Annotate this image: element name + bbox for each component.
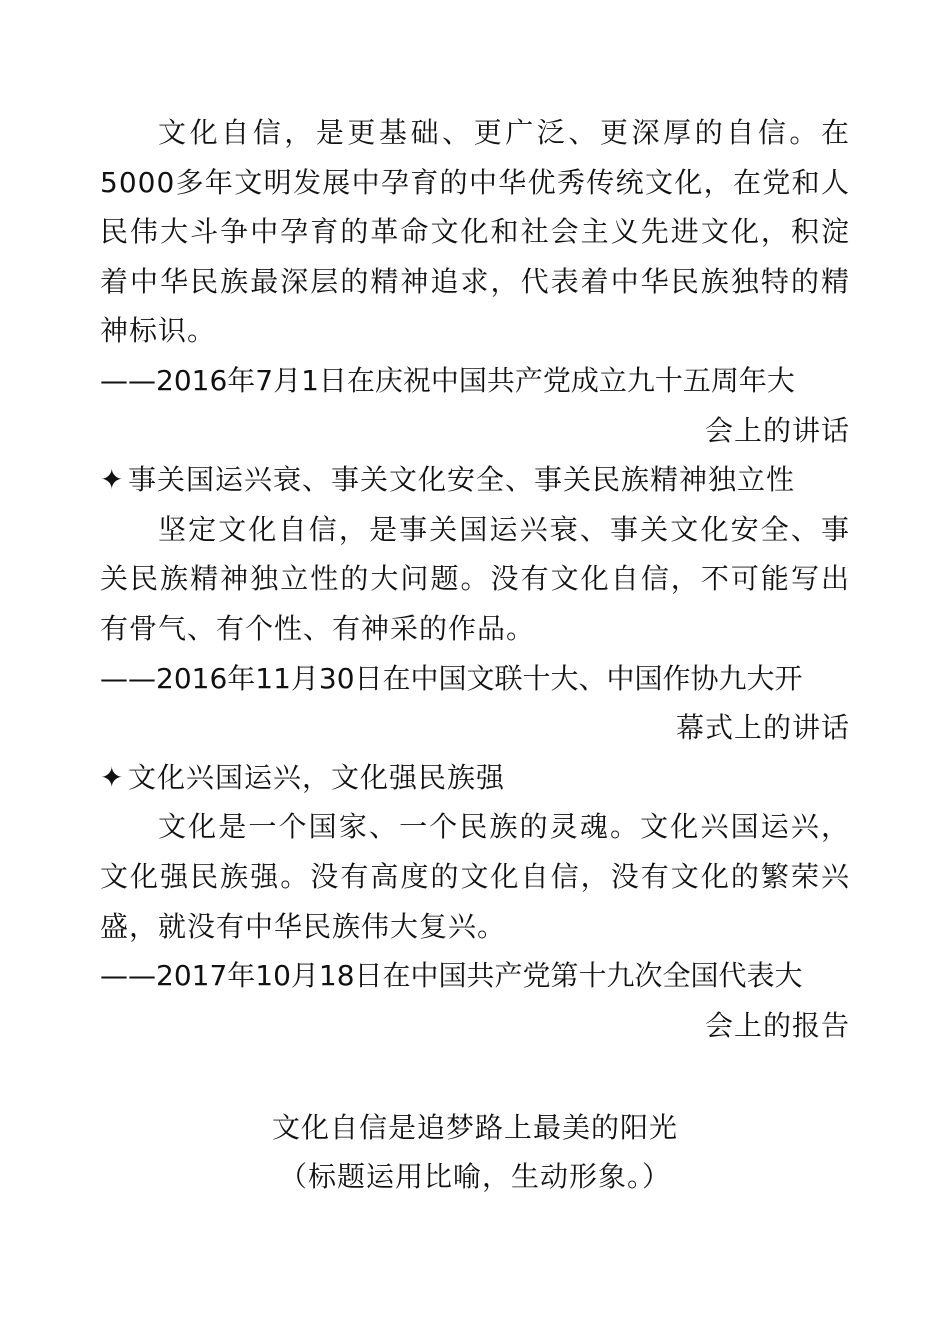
section-heading-text: 文化兴国运兴，文化强民族强 [128, 760, 506, 794]
star-bullet-icon: ✦ [100, 760, 125, 794]
attribution-2016-november: ——2016年11月30日在中国文联十大、中国作协九大开 [100, 661, 803, 695]
attribution-2016-july: ——2016年7月1日在庆祝中国共产党成立九十五周年大 [100, 363, 795, 397]
section-heading-national-fate [100, 455, 850, 505]
section-heading-culture-prosperity [100, 753, 850, 803]
paragraph-firm-confidence: 坚定文化自信，是事关国运兴衰、事关文化安全、事关民族精神独立性的大问题。没有文化自信，不可能写出有骨气、有个性、有神采的作品。 [100, 512, 850, 645]
section-heading-text: 事关国运兴衰、事关文化安全、事关民族精神独立性 [128, 463, 796, 497]
footer-note: （标题运用比喻，生动形象。） [278, 1160, 671, 1193]
footer-title: 文化自信是追梦路上最美的阳光 [271, 1111, 678, 1144]
attribution-2016-july-continued: 会上的讲话 [704, 413, 850, 447]
paragraph-cultural-confidence: 文化自信，是更基础、更广泛、更深厚的自信。在5000多年文明发展中孕育的中华优秀传统文化，在党和人民伟大斗争中孕育的革命文化和社会主义先进文化，积淀着中华民族最深层的精神追求，代表着中华民族独特的精神标识。 [100, 116, 850, 348]
paragraph-soul-of-nation: 文化是一个国家、一个民族的灵魂。文化兴国运兴，文化强民族强。没有高度的文化自信，没有文化的繁荣兴盛，就没有中华民族伟大复兴。 [100, 810, 850, 943]
footer-title-block [0, 1103, 950, 1201]
attribution-2016-november-continued: 幕式上的讲话 [675, 711, 850, 745]
attribution-2017-october: ——2017年10月18日在中国共产党第十九次全国代表大 [100, 959, 803, 993]
star-bullet-icon: ✦ [100, 463, 125, 497]
attribution-2017-october-continued: 会上的报告 [704, 1008, 850, 1042]
document-body [100, 108, 850, 1050]
